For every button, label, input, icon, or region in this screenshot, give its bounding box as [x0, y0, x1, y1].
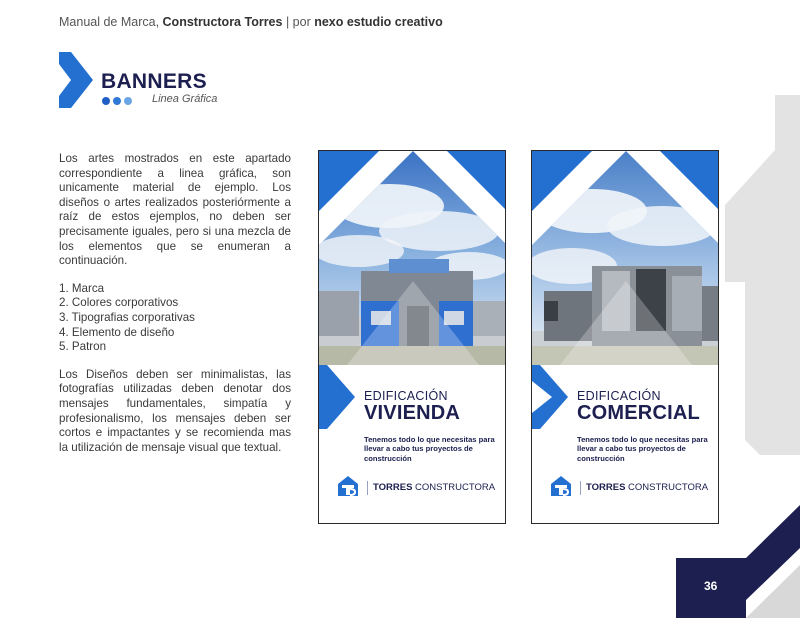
- list-item: 4. Elemento de diseño: [59, 325, 175, 339]
- banner-big-title: VIVIENDA: [364, 402, 461, 424]
- banner-brand-text: TORRES CONSTRUCTORA: [373, 482, 496, 493]
- banner-heading: [364, 389, 460, 425]
- banner-small-title: EDIFICACIÓN: [577, 389, 661, 403]
- banner-brand-logo: [550, 475, 719, 499]
- banner-description: Tenemos todo lo que necesitas para llevar a cabo tus proyectos de construcción: [577, 435, 708, 463]
- page-number: 36: [704, 579, 718, 593]
- studio-name: nexo estudio creativo: [314, 15, 443, 29]
- banner-chevron-icon: [319, 151, 506, 524]
- brand-name: Constructora Torres: [162, 15, 283, 29]
- banner-vivienda: [318, 150, 506, 524]
- dot-mid: [113, 97, 121, 105]
- banner-brand-text: TORRES CONSTRUCTORA: [586, 482, 709, 493]
- list-item: 5. Patron: [59, 340, 107, 354]
- body-text: [59, 152, 291, 455]
- torres-logo-icon: [337, 475, 359, 497]
- banner-small-title: EDIFICACIÓN: [364, 389, 448, 403]
- logo-separator: [367, 481, 368, 495]
- banner-chevron-icon: [532, 151, 719, 524]
- torres-logo-icon: [550, 475, 572, 497]
- list-item: 1. Marca: [59, 281, 105, 295]
- logo-separator: [580, 481, 581, 495]
- section-title-block: [57, 52, 257, 116]
- dot-dark: [102, 97, 110, 105]
- elements-list: [59, 282, 291, 355]
- title-dots: [102, 97, 132, 105]
- banner-big-title: COMERCIAL: [577, 402, 700, 424]
- body-paragraph-1: Los artes mostrados en este apartado correspondiente a linea gráfica, son unicamente material de ejemplo. Los diseños o artes realizados posteriórmente a raíz de estos ejemplos, no deben ser precisamente iguales, pero si una mezcla de los elementos que se enumeran a continuación.: [59, 152, 291, 268]
- gray-house-shape: [725, 95, 800, 455]
- body-paragraph-2: Los Diseños deben ser minimalistas, las fotografías utilizadas deben denotar dos mensajes fundamentales, simpatía y profesionalismo, los mensajes deben ser cortos e impactantes y se recomienda mas la utilización de mensaje visual que textual.: [59, 367, 291, 454]
- dot-light: [124, 97, 132, 105]
- banner-heading: [577, 389, 700, 425]
- document-header: Manual de Marca, Constructora Torres | por nexo estudio creativo: [59, 15, 443, 29]
- list-item: 3. Tipografias corporativas: [59, 310, 195, 324]
- section-title: BANNERS: [101, 70, 207, 93]
- section-subtitle: Linea Gráfica: [152, 93, 218, 105]
- chevron-logo-icon: [57, 52, 101, 116]
- list-item: 2. Colores corporativos: [59, 296, 179, 310]
- banner-description: Tenemos todo lo que necesitas para llevar a cabo tus proyectos de construcción: [364, 435, 495, 463]
- banner-brand-logo: [337, 475, 506, 499]
- banner-comercial: [531, 150, 719, 524]
